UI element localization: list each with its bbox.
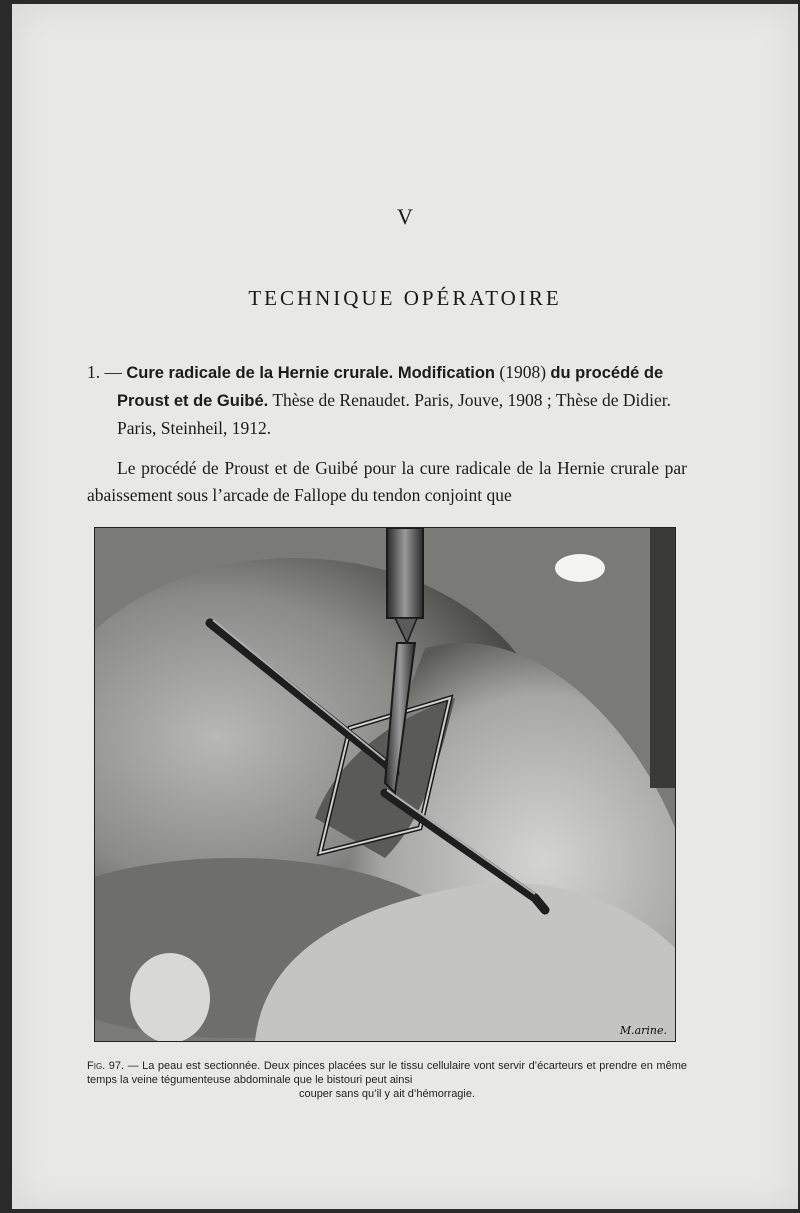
figure-caption bbox=[87, 1059, 687, 1101]
chapter-number: V bbox=[397, 204, 413, 229]
document-page bbox=[12, 4, 798, 1209]
artist-signature: M.arine. bbox=[619, 1024, 667, 1037]
entry-rest: Thèse de Renaudet. Paris, Jouve, 1908 ; Thèse de Didier. Paris, Steinheil, 1912. bbox=[117, 390, 672, 438]
bibliography-entry bbox=[87, 359, 687, 442]
entry-bold-rest: du procédé de Proust et de Guibé. bbox=[117, 364, 664, 410]
caption-last-line: couper sans qu’il y ait d’hémorragie. bbox=[298, 1088, 476, 1100]
illustration-drawing bbox=[95, 528, 675, 1041]
chapter-title: TECHNIQUE OPÉRATOIRE bbox=[248, 286, 562, 310]
surgical-illustration bbox=[94, 527, 676, 1042]
entry-year: (1908) bbox=[499, 362, 547, 382]
caption-text: — La peau est sectionnée. Deux pinces placées sur le tissu cellulaire vont servir d’écarteurs et prendre en même temps la veine tégumenteuse abdominale que le bistouri peut ainsi bbox=[87, 1060, 687, 1086]
body-paragraph: Le procédé de Proust et de Guibé pour la cure radicale de la Hernie crurale par abaissement sous l’arcade de Fallope du tendon conjoint que bbox=[87, 458, 687, 505]
entry-bold-title: Cure radicale de la Hernie crurale. Modification bbox=[126, 364, 495, 382]
caption-label: Fig. 97. bbox=[87, 1060, 125, 1072]
entry-number: 1. — bbox=[87, 362, 122, 382]
